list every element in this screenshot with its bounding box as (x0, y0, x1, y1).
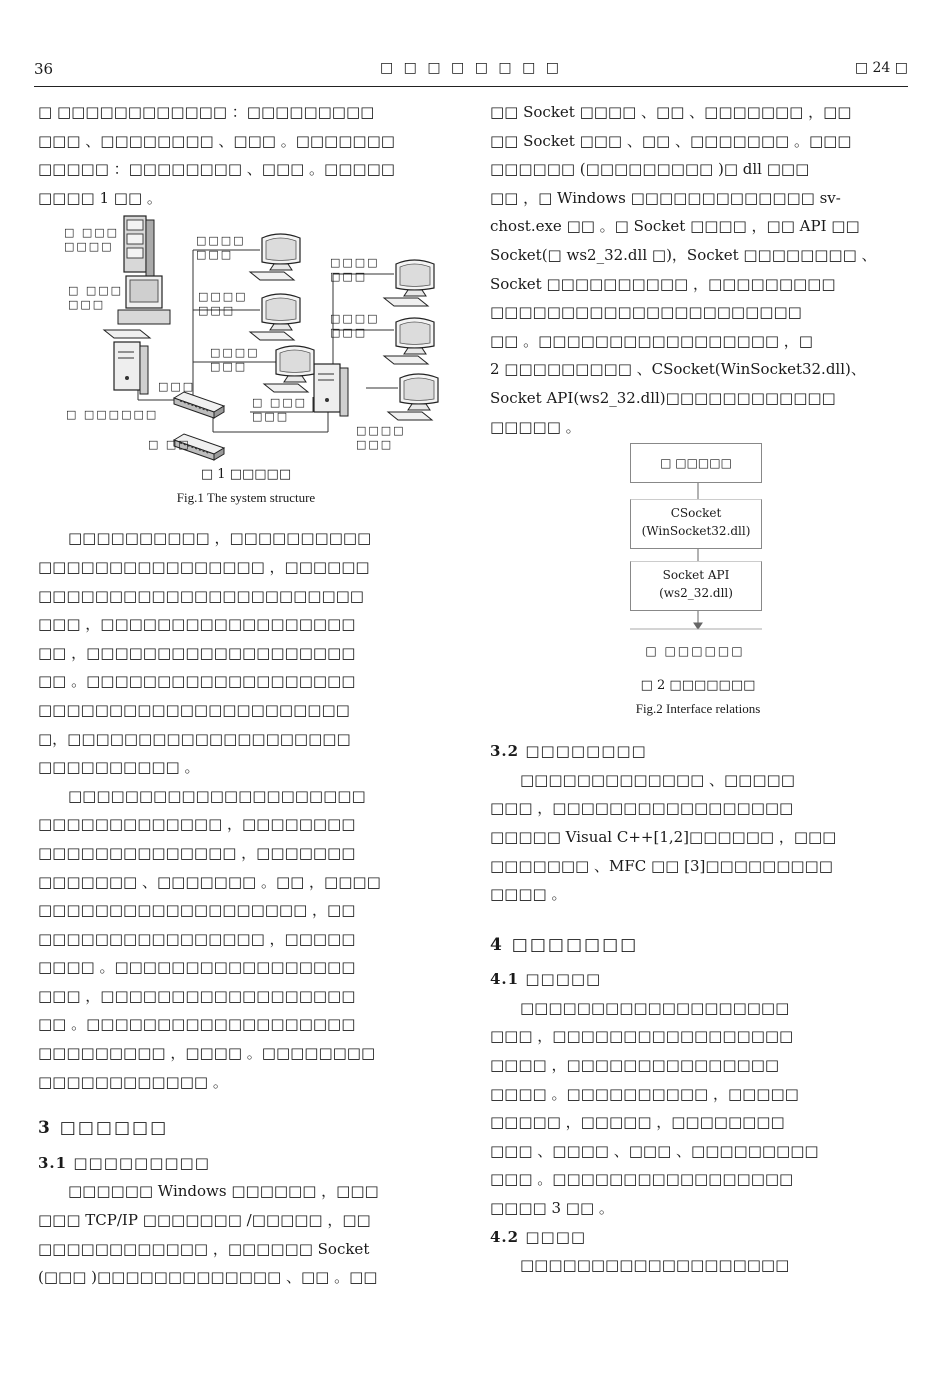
subsection-3-1-heading (38, 1149, 454, 1178)
text-line: □□□□ 3 □□ 。 (490, 1199, 614, 1218)
text-line: □□□□□□□□□□□□□□□□□□□□□□□ (38, 586, 364, 605)
journal-title: □ □ □ □ □ □ □ □ (380, 60, 562, 76)
label-db-server: □ □□□ □□□□ (64, 226, 120, 254)
text-line: □ □□□□□□□□□□□□ ：□□□□□□□□□ (38, 103, 375, 121)
client-monitor-icon (388, 374, 438, 420)
text-line: 2 □□□□□□□□□ 、CSocket(WinSocket32.dll)、 (490, 360, 866, 379)
text-line: □□□□□□□□□□□□□□□□□□□□□□ (490, 303, 802, 322)
text-line: □□□□□□□□□ ，□□□□ 。□□□□□□□□ (38, 1044, 376, 1063)
text-line: □□□□□□□□□□□□□□ ，□□□□□□□ (38, 843, 356, 862)
volume-label: □ 24 □ (854, 60, 908, 76)
text-line: □□□□□ Visual C++[1,2]□□□□□□ ，□□□ (490, 827, 837, 846)
figure2-caption-cn: □ 2 □□□□□□□ (640, 678, 756, 694)
subsection-title: □□□□□□□□ (525, 742, 647, 761)
text-line: Socket(□ ws2_32.dll □)，Socket □□□□□□□□ 、 (490, 245, 877, 264)
subsection-3-2-heading (490, 737, 906, 766)
text-line: □□□ ，□□□□□□□□□□□□□□□□□□ (38, 615, 356, 634)
subsection-4-1-heading (490, 965, 906, 994)
subsection-number: 3.1 (38, 1153, 68, 1172)
text-line: □□□□ 1 □□ 。 (38, 188, 162, 207)
body-paragraph (490, 994, 906, 1223)
header-rule (34, 86, 908, 87)
text-line: □□□□□□ Windows □□□□□□ ，□□□ (68, 1182, 379, 1201)
text-line: □□□□□□□□□□ 。 (38, 758, 200, 777)
app-box-label: □ □□□□□ (660, 456, 732, 471)
page-number: 36 (34, 60, 54, 78)
text-line: □□□ ，□□□□□□□□□□□□□□□□□ (490, 799, 794, 818)
text-line: □□□□ 。 (490, 885, 567, 904)
text-line: Socket □□□□□□□□□□ ，□□□□□□□□□ (490, 274, 836, 293)
text-line: □□□□□□□□□□□□□□□□□□□ (520, 1256, 790, 1275)
label-client-c: □□□□ □□□ (210, 346, 260, 374)
text-line: □□□ ，□□□□□□□□□□□□□□□□□ (490, 1027, 794, 1046)
body-paragraph (490, 766, 906, 909)
label-switch-a: □□□ (158, 380, 196, 394)
text-line: □□□□ 。□□□□□□□□□□ ，□□□□□ (490, 1084, 799, 1103)
body-paragraph (490, 1251, 906, 1280)
intro-paragraph (38, 98, 454, 212)
section-4-heading (490, 931, 906, 960)
body-paragraph (38, 1177, 454, 1291)
socket-api-label: Socket API (662, 568, 730, 583)
text-line: □□ Socket □□□□ 、□□ 、□□□□□□□ ，□□ (490, 103, 852, 121)
text-line: □□□□□□□□□□□□□□□□□□□ (520, 998, 790, 1017)
left-column (38, 98, 454, 1292)
text-line: □□□□□□□□□□□□□□□□□□□□□ (68, 786, 366, 805)
text-line: □□□□□ 。 (490, 417, 581, 436)
text-line: □□□□□□□□□□□□□□□□□□□□□□ (38, 700, 350, 719)
socket-api-dll-label: (ws2_32.dll) (659, 586, 733, 601)
page-header (34, 60, 908, 82)
text-line: □□□□□ ，□□□□□ ，□□□□□□□□ (490, 1113, 785, 1132)
client-monitor-icon (264, 346, 314, 392)
subsection-number: 4.2 (490, 1227, 520, 1246)
text-line: Socket API(ws2_32.dll)□□□□□□□□□□□□ (490, 388, 836, 407)
text-line: □□□□□□□□□□ ，□□□□□□□□□□ (68, 529, 372, 548)
figure2-caption-en: Fig.2 Interface relations (635, 701, 761, 717)
figure1-caption-en: Fig.1 The system structure (176, 490, 316, 506)
app-box (630, 443, 762, 483)
csocket-dll-label: (WinSocket32.dll) (641, 524, 751, 539)
subsection-title: □□□□□□□□□ (73, 1153, 210, 1172)
body-paragraph (38, 524, 454, 781)
label-client-f: □ □□□ □□□ (252, 396, 308, 424)
text-line: □□□□□□□□□□□□□ 、□□□□□ (520, 770, 795, 789)
text-line: □□□□ ，□□□□□□□□□□□□□□□ (490, 1056, 780, 1075)
body-paragraph (38, 782, 454, 1097)
label-client-g: □□□□ □□□ (356, 424, 406, 452)
main-server-icon (114, 342, 148, 394)
client-monitor-icon (384, 260, 434, 306)
subsection-title: □□□□ (525, 1227, 587, 1246)
client-monitor-icon (250, 294, 300, 340)
client-monitor-icon (250, 234, 300, 280)
subsection-title: □□□□□ (525, 970, 602, 989)
text-line: □，□□□□□□□□□□□□□□□□□□□□ (38, 729, 351, 748)
network-layer-label: □ □□□□□□ (645, 644, 745, 659)
section-title: □□□□□□□ (511, 934, 639, 955)
text-line: □□ 。□□□□□□□□□□□□□□□□□□□ (38, 1015, 356, 1034)
label-client-e: □□□□ □□□ (330, 312, 380, 340)
section-number: 3 (38, 1118, 52, 1139)
text-line: □□□□□□□□□□□□□□□□ ，□□□□□□ (38, 557, 370, 576)
label-web-server: □ □□□ □□□ (68, 284, 124, 312)
csocket-label: CSocket (670, 506, 722, 521)
text-line: □□ ，□ Windows □□□□□□□□□□□□□ sv- (490, 188, 841, 207)
text-line: □□□ 、□□□□□□□□ 、□□□ 。□□□□□□□ (38, 131, 395, 150)
text-line: chost.exe □□ 。□ Socket □□□□ ，□□ API □□ (490, 217, 860, 236)
app-server-icon (314, 364, 348, 416)
text-line: □□□ ，□□□□□□□□□□□□□□□□□□ (38, 986, 356, 1005)
switch-a-icon (174, 392, 224, 418)
csocket-box (630, 499, 762, 549)
text-line: □□□□□□□□□□□□□□□□ ，□□□□□ (38, 929, 356, 948)
text-line: □□□□□□□□□□□□□□□□□□□ ，□□ (38, 901, 356, 920)
label-client-a: □□□□ □□□ (196, 234, 246, 262)
text-line: □□□□□□□ 、MFC □□ [3]□□□□□□□□□ (490, 856, 833, 875)
figure1-caption-cn: □ 1 □□□□□ (200, 467, 292, 483)
text-line: □□□ 、□□□□ 、□□□ 、□□□□□□□□□ (490, 1141, 819, 1160)
text-line: □□ 。□□□□□□□□□□□□□□□□□□□ (38, 672, 356, 691)
label-main-server: □ □□□□□□ (66, 408, 159, 422)
section-number: 4 (490, 934, 504, 955)
text-line: (□□□ )□□□□□□□□□□□□□ 、□□ 。□□ (38, 1268, 378, 1287)
figure-system-structure (38, 212, 454, 462)
subsection-4-2-heading (490, 1223, 906, 1252)
label-switch-b: □ □□ (148, 438, 191, 452)
text-line: □□□□□□□□□□□□ 。 (38, 1072, 228, 1091)
text-line: □□□□□□ (□□□□□□□□□ )□ dll □□□ (490, 160, 810, 179)
right-column (490, 98, 906, 1280)
label-client-d: □□□□ □□□ (330, 256, 380, 284)
text-line: □□□□□□□□□□□□ ，□□□□□□ Socket (38, 1239, 370, 1258)
subsection-number: 4.1 (490, 970, 520, 989)
subsection-number: 3.2 (490, 742, 520, 761)
text-line: □□ 。□□□□□□□□□□□□□□□□□ ，□ (490, 331, 813, 350)
section-3-heading (38, 1114, 454, 1143)
database-server-icon (124, 216, 154, 276)
label-client-b: □□□□ □□□ (198, 290, 248, 318)
text-line: □□ Socket □□□ 、□□ 、□□□□□□□ 。□□□ (490, 131, 852, 150)
text-line: □□□ 。□□□□□□□□□□□□□□□□□ (490, 1170, 794, 1189)
text-line: □□ ，□□□□□□□□□□□□□□□□□□□ (38, 643, 356, 662)
client-monitor-icon (384, 318, 434, 364)
text-line: □□□□□□□□□□□□□ ，□□□□□□□□ (38, 815, 356, 834)
text-line: □□□ TCP/IP □□□□□□□ /□□□□□ ，□□ (38, 1211, 371, 1230)
text-line: □□□□□□□ 、□□□□□□□ 。□□ ，□□□□ (38, 872, 381, 891)
figure-interface-relations (490, 441, 906, 673)
socket-api-box (630, 561, 762, 611)
section-title: □□□□□□ (59, 1118, 169, 1139)
text-line: □□□□ 。□□□□□□□□□□□□□□□□□ (38, 958, 356, 977)
text-line: □□□□□ ：□□□□□□□□ 、□□□ 。□□□□□ (38, 160, 395, 179)
body-paragraph (490, 98, 906, 441)
